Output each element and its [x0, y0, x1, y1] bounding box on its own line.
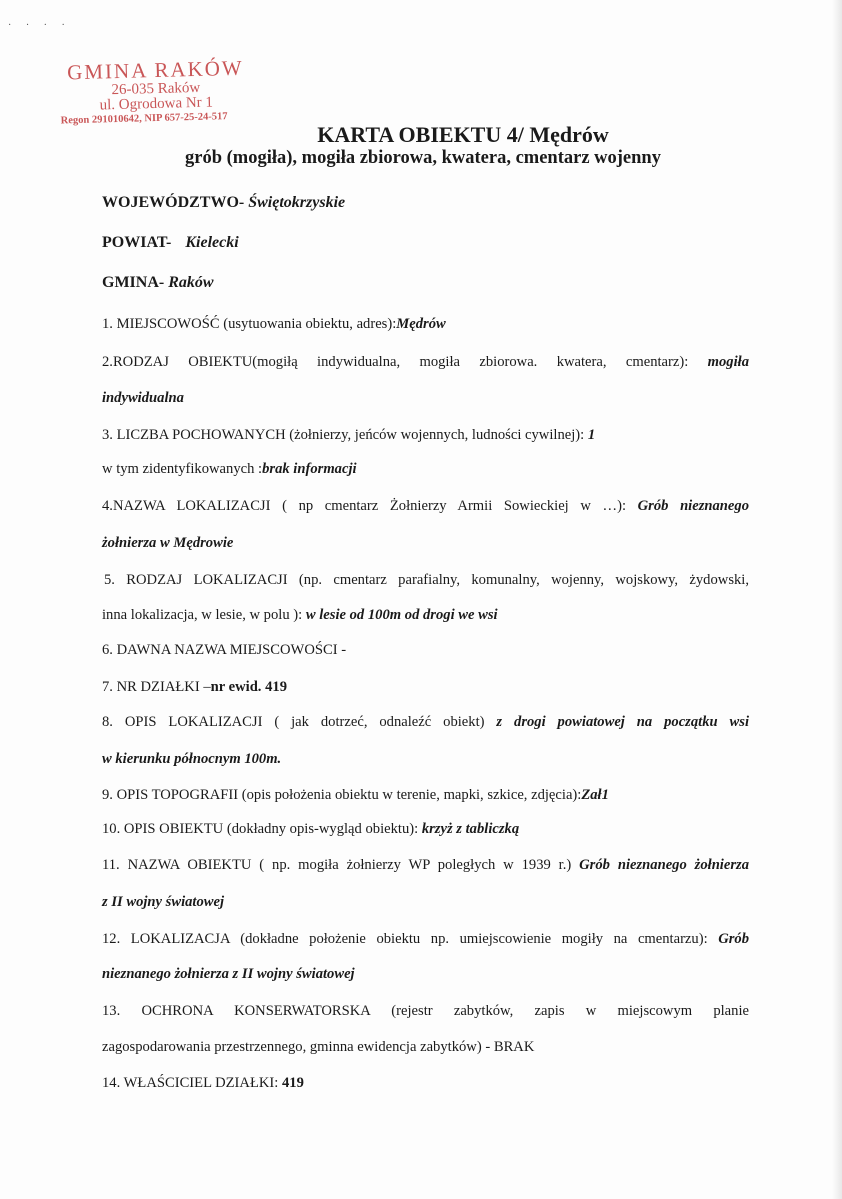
- item-5-label-a: 5. RODZAJ LOKALIZACJI (np. cmentarz parafialny, komunalny, wojenny, wojskowy, żydowski,: [104, 572, 749, 588]
- item-2-value-b: indywidualna: [102, 390, 184, 406]
- document-title: KARTA OBIEKTU 4/ Mędrów: [317, 122, 609, 147]
- item-5: [104, 572, 749, 589]
- item-3b: [102, 461, 749, 478]
- item-8-value-a: z drogi powiatowej na początku wsi: [496, 714, 749, 730]
- item-4-cont: [102, 535, 749, 552]
- item-7-value: nr ewid. 419: [210, 679, 287, 695]
- item-5-cont: [102, 607, 749, 624]
- item-5-value: w lesie od 100m od drogi we wsi: [305, 607, 498, 623]
- item-9-label: 9. OPIS TOPOGRAFII (opis położenia obiektu w terenie, mapki, szkice, zdjęcia):: [102, 787, 582, 803]
- item-14: [102, 1075, 749, 1092]
- item-3b-value: brak informacji: [262, 461, 357, 477]
- wojewodztwo-label: WOJEWÓDZTWO-: [102, 194, 245, 211]
- item-2-value-a: mogiła: [707, 354, 750, 370]
- gmina-value: Raków: [168, 274, 214, 291]
- item-8-label: 8. OPIS LOKALIZACJI ( jak dotrzeć, odnaleźć obiekt): [102, 714, 485, 730]
- item-2: [102, 354, 749, 371]
- scan-edge-shadow: [832, 0, 842, 1199]
- item-6-label: 6. DAWNA NAZWA MIEJSCOWOŚCI -: [102, 642, 347, 658]
- item-12-value-b: nieznanego żołnierza z II wojny światowej: [102, 966, 355, 982]
- item-7-label: 7. NR DZIAŁKI –: [102, 679, 211, 695]
- powiat-label: POWIAT-: [102, 234, 172, 251]
- item-12-label: 12. LOKALIZACJA (dokładne położenie obiektu np. umiejscowienie mogiły na cmentarzu):: [102, 931, 708, 947]
- item-7: [102, 679, 749, 696]
- item-8-value-b: w kierunku północnym 100m.: [102, 751, 282, 767]
- item-14-label: 14. WŁAŚCICIEL DZIAŁKI:: [102, 1075, 279, 1091]
- item-4: [102, 498, 749, 515]
- item-8: [102, 714, 749, 731]
- item-12: [102, 931, 749, 948]
- item-4-value-a: Grób nieznanego: [637, 498, 749, 514]
- item-2-label: 2.RODZAJ OBIEKTU(mogiłą indywidualna, mogiła zbiorowa. kwatera, cmentarz):: [102, 354, 689, 370]
- gmina-stamp: [55, 55, 257, 128]
- item-14-value: 419: [281, 1075, 304, 1091]
- item-1-value: Mędrów: [396, 316, 446, 332]
- item-1-label: 1. MIEJSCOWOŚĆ (usytuowania obiektu, adres):: [102, 316, 397, 332]
- item-8-cont: [102, 751, 749, 768]
- item-11: [102, 857, 749, 874]
- stamp-line-1: GMINA RAKÓW: [66, 55, 244, 85]
- item-11-value-a: Grób nieznanego żołnierza: [579, 857, 749, 873]
- item-13: [102, 1003, 749, 1020]
- item-11-cont: [102, 894, 749, 911]
- item-12-cont: [102, 966, 749, 983]
- item-9-value: Zał1: [581, 787, 609, 803]
- wojewodztwo-row: [102, 194, 345, 212]
- item-3-value: 1: [587, 427, 596, 443]
- item-6: [102, 642, 749, 659]
- gmina-row: [102, 274, 214, 292]
- item-11-value-b: z II wojny światowej: [102, 894, 225, 910]
- powiat-value: Kielecki: [185, 234, 239, 251]
- item-13-label-a: 13. OCHRONA KONSERWATORSKA (rejestr zabytków, zapis w miejscowym planie: [102, 1003, 749, 1019]
- stamp-line-3: ul. Ogrodowa Nr 1: [99, 94, 214, 114]
- item-2-cont: [102, 390, 749, 407]
- scan-edge-marks: · · · ·: [8, 20, 71, 31]
- item-9: [102, 787, 749, 804]
- item-10: [102, 821, 749, 838]
- item-12-value-a: Grób: [718, 931, 749, 947]
- item-3: [102, 427, 749, 444]
- item-13-cont: [102, 1039, 749, 1056]
- powiat-row: [102, 234, 239, 252]
- stamp-line-4: Regon 291010642, NIP 657-25-24-517: [60, 111, 228, 127]
- item-5-label-b: inna lokalizacja, w lesie, w polu ):: [102, 607, 303, 623]
- item-1: [102, 316, 749, 333]
- stamp-line-2: 26-035 Raków: [111, 79, 201, 99]
- item-10-label: 10. OPIS OBIEKTU (dokładny opis-wygląd obiektu):: [102, 821, 419, 837]
- item-4-label: 4.NAZWA LOKALIZACJI ( np cmentarz Żołnierzy Armii Sowieckiej w …):: [102, 498, 627, 514]
- gmina-label: GMINA-: [102, 274, 165, 291]
- item-3-label: 3. LICZBA POCHOWANYCH (żołnierzy, jeńców wojennych, ludności cywilnej):: [102, 427, 585, 443]
- wojewodztwo-value: Świętokrzyskie: [248, 194, 346, 211]
- document-subtitle: grób (mogiła), mogiła zbiorowa, kwatera, cmentarz wojenny: [185, 148, 661, 168]
- item-4-value-b: żołnierza w Mędrowie: [102, 535, 234, 551]
- item-10-value: krzyż z tabliczką: [421, 821, 520, 837]
- item-3b-label: w tym zidentyfikowanych :: [102, 461, 263, 477]
- item-13-label-b: zagospodarowania przestrzennego, gminna ewidencja zabytków) - BRAK: [102, 1039, 535, 1055]
- item-11-label: 11. NAZWA OBIEKTU ( np. mogiła żołnierzy WP poległych w 1939 r.): [102, 857, 572, 873]
